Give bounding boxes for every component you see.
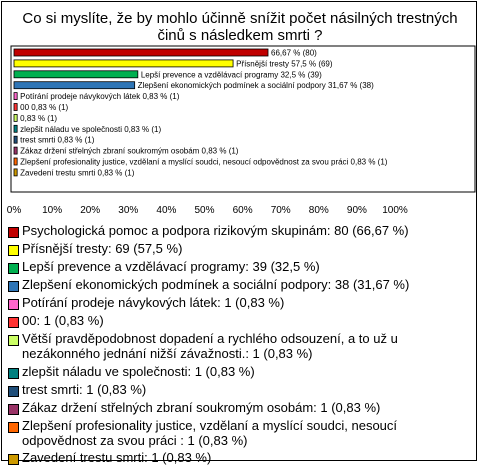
bar-2 <box>14 71 138 78</box>
legend-swatch <box>8 245 19 256</box>
bar-label-1: Přísnější tresty 57,5 % (69) <box>236 59 333 69</box>
legend-swatch <box>8 317 19 328</box>
bar-label-6: 0,83 % (1) <box>20 113 58 123</box>
bar-5 <box>14 104 17 111</box>
bar-plot <box>2 2 478 232</box>
legend-label: 00: 1 (0,83 %) <box>22 313 104 328</box>
legend-label: trest smrti: 1 (0,83 %) <box>22 382 147 397</box>
x-tick-label: 20% <box>80 205 101 216</box>
bar-label-7: zlepšit náladu ve společnosti 0,83 % (1) <box>20 124 162 134</box>
legend-swatch <box>8 299 19 310</box>
legend-label: Zákaz držení střelných zbraní soukromým osobám: 1 (0,83 %) <box>22 400 381 415</box>
x-tick-label: 90% <box>346 205 367 216</box>
bar-1 <box>14 60 233 67</box>
chart-title: Co si myslíte, že by mohlo účinně snížit počet násilných trestných činů s následkem smrti ? <box>22 10 458 44</box>
bar-label-9: Zákaz držení střelných zbraní soukromým osobám 0,83 % (1) <box>20 146 239 156</box>
legend-label: Větší pravděpodobnost dopadení a rychlého odsouzení, a to už u nezákonného jednání nižší závažnosti.: 1 (0,83 %) <box>22 331 398 361</box>
legend-swatch <box>8 422 19 433</box>
bar-label-2: Lepší prevence a vzdělávací programy 32,5 % (39) <box>140 70 322 80</box>
legend-label: Lepší prevence a vzdělávací programy: 39 (32,5 %) <box>22 259 320 274</box>
legend-label: Potírání prodeje návykových látek: 1 (0,83 %) <box>22 295 285 310</box>
x-tick-label: 50% <box>194 205 215 216</box>
legend-label: Přísnější tresty: 69 (57,5 %) <box>22 241 183 256</box>
x-tick-label: 40% <box>156 205 177 216</box>
x-tick-label: 100% <box>382 205 408 216</box>
legend-label: Psychologická pomoc a podpora rizikovým skupinám: 80 (66,67 %) <box>22 223 409 238</box>
bar-6 <box>14 114 17 121</box>
chart-frame <box>1 1 477 465</box>
legend-swatch <box>8 263 19 274</box>
bar-8 <box>14 136 17 143</box>
bar-label-0: 66,67 % (80) <box>271 48 317 58</box>
legend-label: Zlepšení profesionality justice, vzdělaní a myslící soudci, nesoucí odpovědnost za svou práci : 1 (0,83 %) <box>22 418 398 448</box>
legend-swatch <box>8 368 19 379</box>
legend-label: zlepšit náladu ve společnosti: 1 (0,83 %) <box>22 364 255 379</box>
bar-label-8: trest smrti 0,83 % (1) <box>20 135 95 145</box>
x-tick-label: 70% <box>270 205 291 216</box>
legend-swatch <box>8 335 19 346</box>
bar-label-3: Zlepšení ekonomických podmínek a sociální podpory 31,67 % (38) <box>137 81 374 91</box>
x-tick-label: 10% <box>42 205 63 216</box>
bar-0 <box>14 49 268 56</box>
bar-label-10: Zlepšení profesionality justice, vzdělaní a myslící soudci, nesoucí odpovědnost za svou práci 0,83 % (1) <box>20 157 388 167</box>
bar-3 <box>14 82 135 89</box>
legend-label: Zlepšení ekonomických podmínek a sociální podpory: 38 (31,67 %) <box>22 277 410 292</box>
bar-10 <box>14 158 17 165</box>
bar-label-4: Potírání prodeje návykových látek 0,83 % (1) <box>20 92 180 102</box>
legend-swatch <box>8 227 19 238</box>
legend-swatch <box>8 454 19 465</box>
bar-4 <box>14 93 17 100</box>
x-tick-label: 60% <box>232 205 253 216</box>
legend-label: Zavedení trestu smrti: 1 (0,83 %) <box>22 450 212 465</box>
x-tick-label: 30% <box>118 205 139 216</box>
legend-swatch <box>8 281 19 292</box>
bar-label-5: 00 0,83 % (1) <box>20 103 69 112</box>
legend-swatch <box>8 386 19 397</box>
bar-9 <box>14 147 17 154</box>
legend-swatch <box>8 404 19 415</box>
bar-7 <box>14 125 17 132</box>
bar-label-11: Zavedení trestu smrti 0,83 % (1) <box>20 168 135 178</box>
bar-11 <box>14 169 17 176</box>
x-tick-label: 0% <box>6 205 22 216</box>
x-tick-label: 80% <box>308 205 329 216</box>
